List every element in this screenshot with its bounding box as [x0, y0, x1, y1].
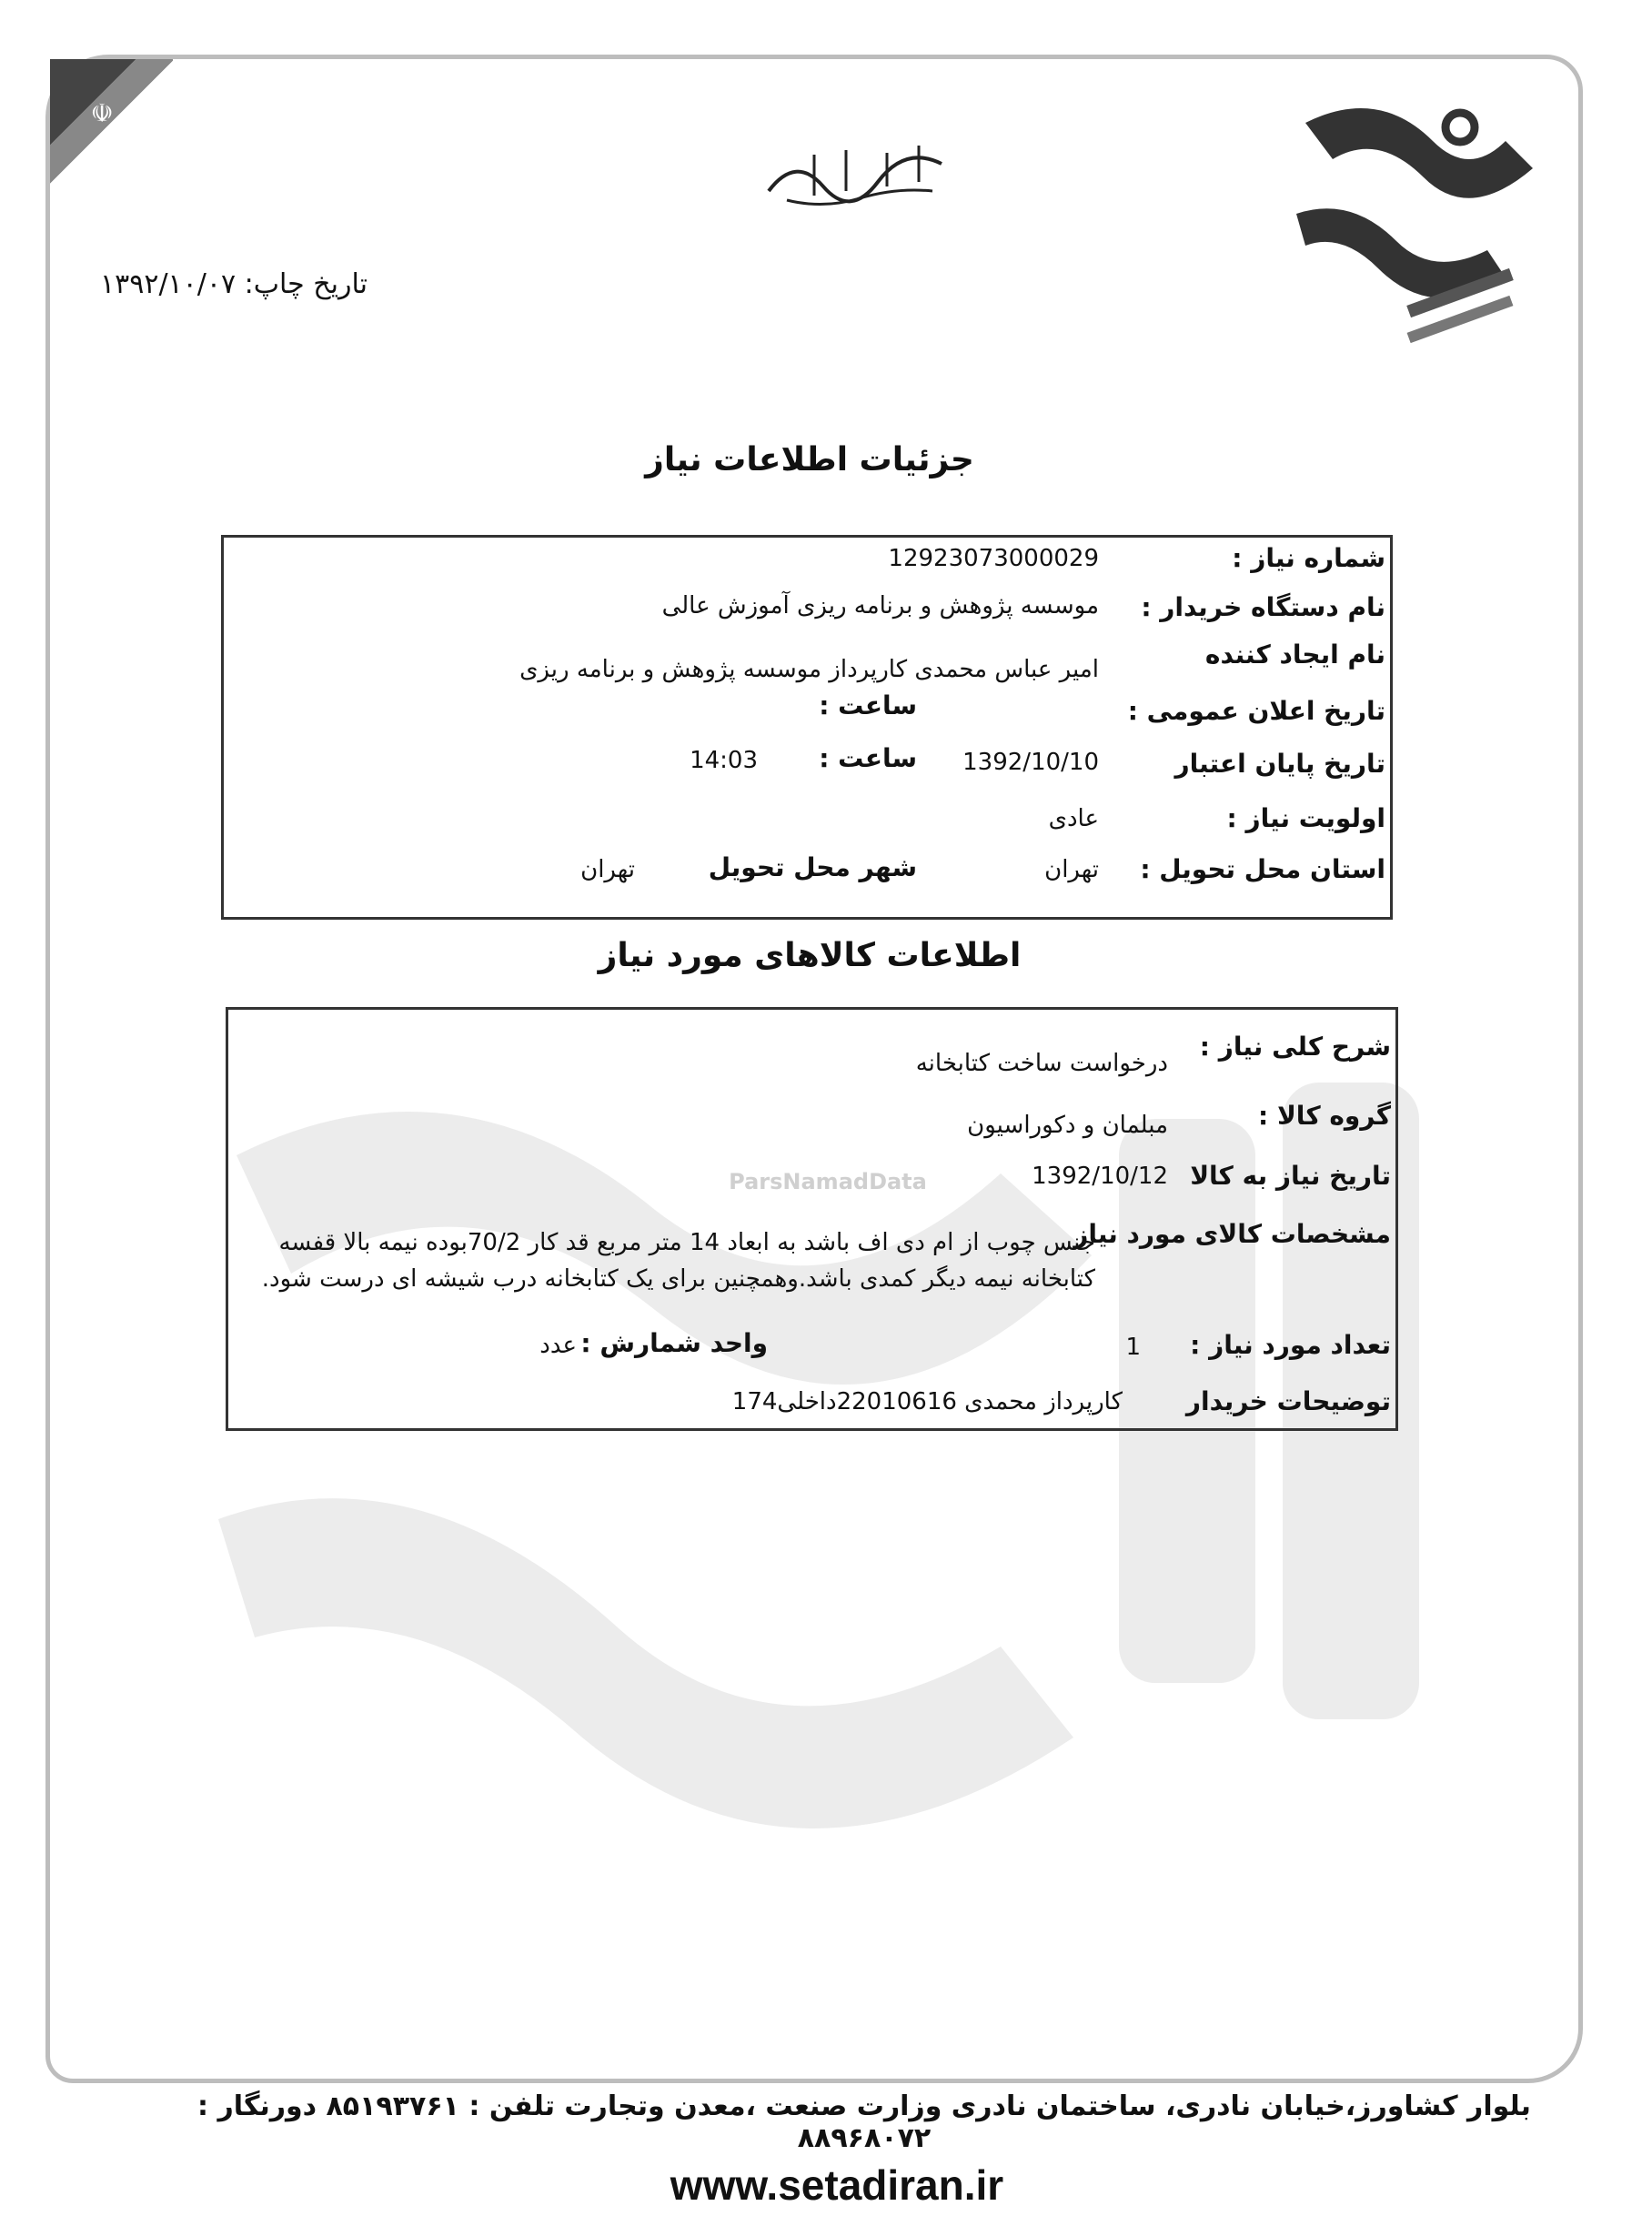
basmala-calligraphy	[760, 136, 960, 218]
delivery-province-label: استان محل تحویل :	[1140, 854, 1385, 884]
buyer-notes-value: کارپرداز محمدی 22010616داخلی174	[731, 1388, 1123, 1415]
delivery-city-value: تهران	[580, 856, 635, 883]
footer-address: بلوار کشاورز،خیابان نادری، ساختمان نادری وزارت صنعت ،معدن وتجارت تلفن : ۸۵۱۹۳۷۶۱ دورنگار : ۸۸۹۶۸۰۷۲	[197, 2090, 1531, 2154]
need-details-box	[221, 535, 1393, 920]
goods-group-value: مبلمان و دکوراسیون	[967, 1112, 1168, 1139]
announce-date-label: تاریخ اعلان عمومی :	[1127, 696, 1385, 726]
buyer-label: نام دستگاه خریدار :	[1141, 592, 1385, 622]
unit-label: واحد شمارش :	[580, 1328, 768, 1358]
need-date-value: 1392/10/12	[1032, 1163, 1168, 1190]
quantity-value: 1	[1125, 1334, 1141, 1361]
delivery-province-value: تهران	[1044, 856, 1099, 883]
creator-value: امیر عباس محمدی کارپرداز موسسه پژوهش و برنامه ریزی	[519, 656, 1099, 683]
unit-value: عدد	[539, 1332, 577, 1359]
buyer-value: موسسه پژوهش و برنامه ریزی آموزش عالی	[661, 592, 1099, 619]
print-date	[100, 268, 391, 300]
specs-value: جنس چوب از ام دی اف باشد به ابعاد 14 متر مربع قد کار 70/2بوده نیمه بالا قفسه کتابخانه نیمه دیگر کمدی باشد.وهمچنین برای یک کتابخانه درب شیشه ای درست شود.	[261, 1229, 1095, 1293]
expiry-time-label: ساعت :	[819, 743, 917, 773]
expiry-date-label: تاریخ پایان اعتبار	[1174, 749, 1385, 779]
goods-group-label: گروه کالا :	[1258, 1101, 1391, 1131]
general-description-label: شرح کلی نیاز :	[1199, 1032, 1391, 1062]
priority-value: عادی	[1048, 805, 1099, 832]
need-number-label: شماره نیاز :	[1232, 543, 1385, 573]
print-date-value: ۱۳۹۲/۱۰/۰۷	[100, 268, 237, 300]
need-date-label: تاریخ نیاز به کالا	[1190, 1161, 1391, 1191]
buyer-notes-label: توضیحات خریدار	[1185, 1386, 1391, 1416]
delivery-city-label: شهر محل تحویل	[708, 852, 917, 882]
expiry-date-value: 1392/10/10	[962, 749, 1099, 776]
priority-label: اولویت نیاز :	[1226, 803, 1385, 833]
need-details-title: جزئیات اطلاعات نیاز	[645, 441, 974, 478]
quantity-label: تعداد مورد نیاز :	[1190, 1330, 1391, 1360]
emblem-icon: ☫	[90, 98, 114, 128]
announce-time-label: ساعت :	[819, 690, 917, 720]
goods-info-title: اطلاعات کالاهای مورد نیاز	[598, 937, 1022, 974]
expiry-time-value: 14:03	[690, 747, 758, 774]
need-number-value: 12923073000029	[888, 545, 1099, 572]
creator-label: نام ایجاد کننده	[1204, 640, 1385, 670]
footer-website: www.setadiran.ir	[670, 2161, 1004, 2209]
print-date-label: تاریخ چاپ:	[244, 268, 368, 300]
watermark-text: ParsNamadData	[729, 1169, 927, 1194]
specs-label: مشخصات کالای مورد نیاز	[1073, 1219, 1391, 1249]
general-description-value: درخواست ساخت کتابخانه	[915, 1050, 1168, 1077]
goods-info-box	[226, 1007, 1398, 1431]
setad-logo-icon	[1269, 86, 1551, 368]
